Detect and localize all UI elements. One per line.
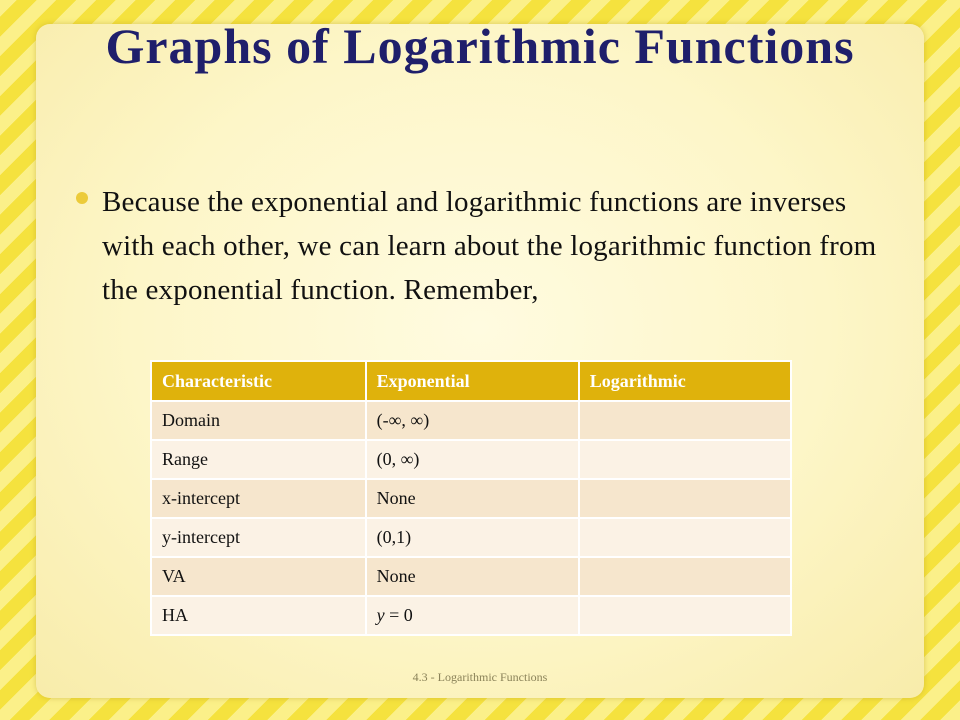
cell-logarithmic bbox=[579, 557, 791, 596]
header-exponential: Exponential bbox=[366, 361, 579, 401]
cell-logarithmic bbox=[579, 401, 791, 440]
cell-exponential: (0, ∞) bbox=[366, 440, 579, 479]
cell-characteristic: VA bbox=[151, 557, 366, 596]
table-row bbox=[151, 479, 791, 518]
cell-characteristic: y-intercept bbox=[151, 518, 366, 557]
cell-characteristic: Range bbox=[151, 440, 366, 479]
cell-exponential: y = 0 bbox=[366, 596, 579, 635]
bullet-dot-icon bbox=[76, 192, 88, 204]
bullet-block bbox=[76, 180, 886, 312]
slide-panel bbox=[36, 18, 924, 698]
header-characteristic: Characteristic bbox=[151, 361, 366, 401]
table-row bbox=[151, 596, 791, 635]
table-header-row bbox=[151, 361, 791, 401]
cell-logarithmic bbox=[579, 596, 791, 635]
cell-logarithmic bbox=[579, 479, 791, 518]
cell-logarithmic bbox=[579, 440, 791, 479]
variable-y: y bbox=[376, 605, 385, 625]
table-row bbox=[151, 440, 791, 479]
cell-exponential: (0,1) bbox=[366, 518, 579, 557]
table-row bbox=[151, 557, 791, 596]
cell-exponential: (-∞, ∞) bbox=[366, 401, 579, 440]
bullet-text: Because the exponential and logarithmic functions are inverses with each other, we can learn about the logarithmic function from the exponential function. Remember, bbox=[102, 186, 877, 306]
cell-logarithmic bbox=[579, 518, 791, 557]
characteristics-table bbox=[150, 360, 792, 636]
table-row bbox=[151, 401, 791, 440]
cell-characteristic: Domain bbox=[151, 401, 366, 440]
slide-footer: 4.3 - Logarithmic Functions bbox=[412, 670, 548, 684]
cell-characteristic: HA bbox=[151, 596, 366, 635]
cell-characteristic: x-intercept bbox=[151, 479, 366, 518]
cell-exponential: None bbox=[366, 479, 579, 518]
table-row bbox=[151, 518, 791, 557]
header-logarithmic: Logarithmic bbox=[579, 361, 791, 401]
slide-title: Graphs of Logarithmic Functions bbox=[105, 18, 855, 74]
cell-exponential: None bbox=[366, 557, 579, 596]
